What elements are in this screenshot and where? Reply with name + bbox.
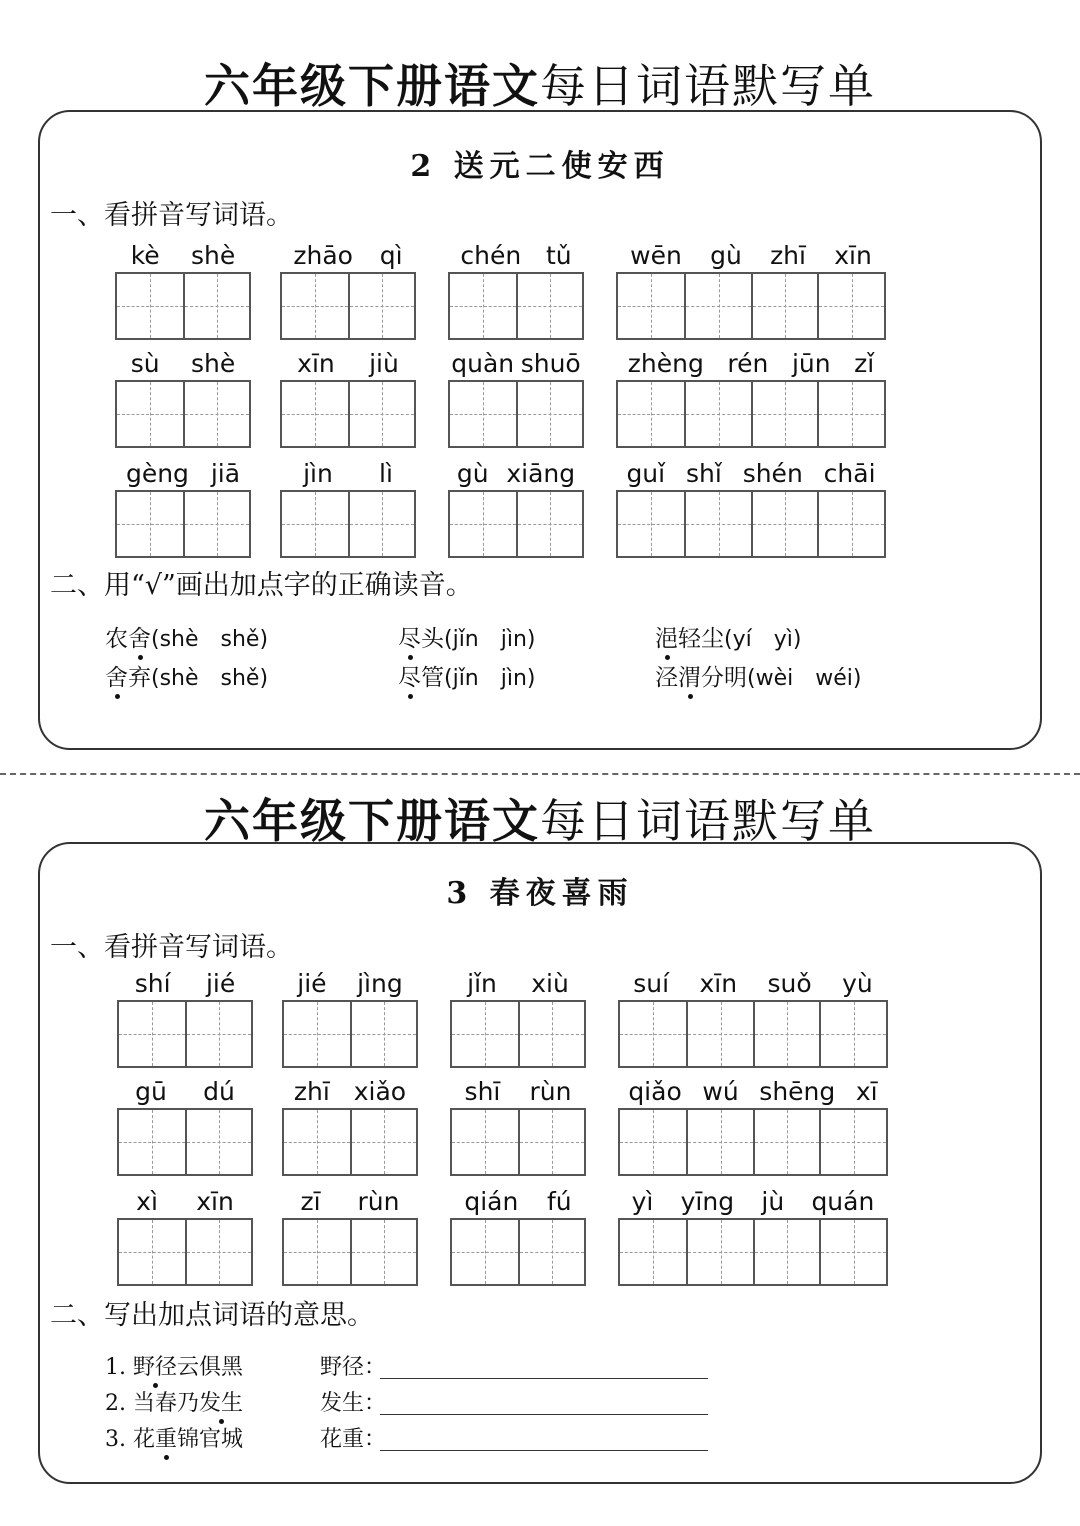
sheet1-section2-heading: 二、用“√”画出加点字的正确读音。 — [50, 570, 473, 601]
word-text: 农 — [105, 626, 128, 652]
pinyin-syllable: fú — [546, 1187, 572, 1216]
tianzige-box[interactable] — [518, 1220, 584, 1284]
word-text: 分明 — [701, 665, 747, 691]
writing-boxes — [115, 490, 251, 558]
word-cell — [280, 240, 416, 340]
pinyin-syllable: shī — [464, 1077, 501, 1106]
tianzige-box[interactable] — [282, 274, 348, 338]
pinyin-syllable: shén — [742, 459, 803, 488]
pinyin-syllable: gù — [456, 459, 489, 488]
dotted-character: 尽 — [398, 659, 421, 692]
tianzige-box[interactable] — [284, 1110, 350, 1174]
word-cell — [117, 1186, 253, 1286]
dotted-character: 舍 — [105, 659, 128, 692]
pinyin-syllable: chén — [460, 241, 522, 270]
writing-boxes — [280, 272, 416, 340]
tianzige-box[interactable] — [753, 1220, 820, 1284]
writing-boxes — [115, 272, 251, 340]
word-cell — [115, 348, 251, 448]
tianzige-box[interactable] — [516, 382, 582, 446]
writing-boxes — [282, 1000, 418, 1068]
writing-boxes — [448, 272, 584, 340]
sheet1-title-a: 六年级下册语文 — [204, 59, 540, 113]
writing-boxes — [618, 1000, 888, 1068]
meaning-question — [105, 1386, 243, 1417]
pinyin-syllable: qián — [464, 1187, 519, 1216]
pinyin-syllable: guǐ — [626, 459, 666, 488]
pinyin-syllable: xiǎo — [353, 1077, 407, 1106]
answer-line[interactable] — [380, 1450, 708, 1451]
tianzige-box[interactable] — [684, 492, 751, 556]
tianzige-box[interactable] — [348, 382, 414, 446]
tianzige-box[interactable] — [817, 274, 884, 338]
sheet2-section1-heading: 一、看拼音写词语。 — [50, 932, 293, 963]
pinyin-syllable: zhī — [293, 1077, 330, 1106]
dotted-word: 发生 — [199, 1386, 243, 1417]
pinyin-syllable: qiǎo — [628, 1077, 682, 1106]
pinyin-syllable: xīn — [297, 349, 335, 378]
sentence-text: 锦官城 — [177, 1427, 244, 1452]
answer-line[interactable] — [380, 1414, 708, 1415]
pinyin-syllable: jiù — [369, 349, 399, 378]
sentence-text: 当春乃 — [132, 1391, 199, 1416]
word-cell — [282, 968, 418, 1068]
pinyin-label — [448, 348, 584, 378]
tianzige-box[interactable] — [518, 1002, 584, 1066]
word-cell — [448, 348, 584, 448]
writing-boxes — [450, 1108, 586, 1176]
writing-boxes — [448, 490, 584, 558]
tianzige-box[interactable] — [817, 382, 884, 446]
pinyin-syllable: zhāo — [293, 241, 353, 270]
word-text: 泾 — [655, 665, 678, 691]
writing-boxes — [282, 1218, 418, 1286]
pinyin-syllable: wēn — [630, 241, 682, 270]
tianzige-box[interactable] — [684, 382, 751, 446]
tianzige-box[interactable] — [350, 1002, 416, 1066]
pronunciation-options: (shè shě) — [151, 666, 269, 691]
sheet1-lesson-title: 2 送元二使安西 — [410, 149, 670, 184]
meaning-label: 花重： — [320, 1427, 387, 1452]
tianzige-box[interactable] — [348, 274, 414, 338]
pinyin-syllable: jié — [205, 969, 236, 998]
pinyin-label — [117, 968, 253, 998]
tianzige-box[interactable] — [620, 1002, 686, 1066]
tianzige-box[interactable] — [753, 1002, 820, 1066]
sheet1-section1-heading: 一、看拼音写词语。 — [50, 200, 293, 231]
reading-choice-item[interactable] — [655, 659, 861, 692]
word-cell — [618, 968, 888, 1068]
pinyin-syllable: jìng — [357, 969, 403, 998]
tianzige-box[interactable] — [620, 1220, 686, 1284]
pinyin-label — [282, 1076, 418, 1106]
pinyin-syllable: xiāng — [506, 459, 576, 488]
tianzige-box[interactable] — [183, 492, 249, 556]
cut-line — [0, 773, 1080, 775]
tianzige-box[interactable] — [350, 1220, 416, 1284]
pinyin-label — [115, 458, 251, 488]
tianzige-box[interactable] — [350, 1110, 416, 1174]
pronunciation-options: (jǐn jìn) — [444, 627, 536, 652]
pinyin-syllable: xīn — [196, 1187, 234, 1216]
pinyin-label — [117, 1186, 253, 1216]
sheet2-title-b: 每日词语默写单 — [540, 794, 876, 848]
pinyin-syllable: zǐ — [854, 349, 875, 378]
tianzige-box[interactable] — [751, 274, 818, 338]
pinyin-syllable: xī — [855, 1077, 878, 1106]
pinyin-syllable: jūn — [791, 349, 831, 378]
pinyin-syllable: jiā — [210, 459, 241, 488]
pinyin-syllable: gù — [710, 241, 742, 270]
pinyin-syllable: gū — [135, 1077, 167, 1106]
tianzige-box[interactable] — [119, 1002, 185, 1066]
tianzige-box[interactable] — [620, 1110, 686, 1174]
pinyin-syllable: gèng — [125, 459, 189, 488]
tianzige-box[interactable] — [686, 1220, 753, 1284]
writing-boxes — [618, 1218, 888, 1286]
tianzige-box[interactable] — [183, 274, 249, 338]
word-cell — [450, 1076, 586, 1176]
pinyin-label — [616, 240, 886, 270]
tianzige-box[interactable] — [753, 1110, 820, 1174]
tianzige-box[interactable] — [117, 382, 183, 446]
word-cell — [280, 348, 416, 448]
tianzige-box[interactable] — [751, 492, 818, 556]
word-cell — [616, 348, 886, 448]
dotted-character: 浥 — [655, 620, 678, 653]
pinyin-label — [117, 1076, 253, 1106]
pinyin-syllable: quàn — [451, 349, 515, 378]
sheet2-lesson-title: 3 春夜喜雨 — [446, 876, 634, 911]
sheet2-title-a: 六年级下册语文 — [204, 794, 540, 848]
pinyin-label — [616, 458, 886, 488]
pinyin-syllable: shí — [134, 969, 171, 998]
pinyin-syllable: lì — [379, 459, 393, 488]
dotted-character: 舍 — [128, 620, 151, 653]
pinyin-syllable: suí — [633, 969, 670, 998]
sentence-text: 花 — [132, 1427, 155, 1452]
pinyin-syllable: shēng — [759, 1077, 836, 1106]
question-number: 2. — [105, 1391, 133, 1416]
word-text: 管 — [421, 665, 444, 691]
tianzige-box[interactable] — [751, 382, 818, 446]
tianzige-box[interactable] — [185, 1002, 251, 1066]
pinyin-label — [618, 968, 888, 998]
writing-boxes — [115, 380, 251, 448]
tianzige-box[interactable] — [819, 1002, 886, 1066]
word-text: 弃 — [128, 665, 151, 691]
pinyin-syllable: xiù — [531, 969, 569, 998]
pinyin-syllable: yì — [631, 1187, 654, 1216]
pinyin-syllable: jǐn — [467, 969, 497, 998]
tianzige-box[interactable] — [518, 1110, 584, 1174]
word-cell — [117, 968, 253, 1068]
writing-boxes — [616, 272, 886, 340]
tianzige-box[interactable] — [119, 1110, 185, 1174]
sentence-text: 云俱黑 — [177, 1355, 244, 1380]
tianzige-box[interactable] — [282, 382, 348, 446]
word-text: 轻尘 — [678, 626, 724, 652]
writing-boxes — [280, 380, 416, 448]
pinyin-syllable: quán — [811, 1187, 875, 1216]
pinyin-syllable: zī — [300, 1187, 321, 1216]
tianzige-box[interactable] — [183, 382, 249, 446]
word-cell — [117, 1076, 253, 1176]
dotted-word: 野径 — [133, 1350, 177, 1381]
pinyin-syllable: kè — [130, 241, 160, 270]
pinyin-label — [282, 968, 418, 998]
reading-choice-item[interactable] — [105, 659, 268, 692]
tianzige-box[interactable] — [185, 1220, 251, 1284]
tianzige-box[interactable] — [450, 274, 516, 338]
pinyin-syllable: yù — [842, 969, 873, 998]
tianzige-box[interactable] — [185, 1110, 251, 1174]
pinyin-label — [616, 348, 886, 378]
tianzige-box[interactable] — [819, 1220, 886, 1284]
word-cell — [450, 1186, 586, 1286]
pinyin-syllable: chāi — [823, 459, 876, 488]
reading-choice-item[interactable] — [398, 659, 536, 692]
pinyin-label — [450, 1186, 586, 1216]
tianzige-box[interactable] — [284, 1220, 350, 1284]
writing-boxes — [616, 490, 886, 558]
tianzige-box[interactable] — [119, 1220, 185, 1284]
tianzige-box[interactable] — [618, 274, 684, 338]
word-cell — [618, 1076, 888, 1176]
reading-choice-item[interactable] — [398, 620, 536, 653]
writing-boxes — [282, 1108, 418, 1176]
word-cell — [450, 968, 586, 1068]
writing-boxes — [616, 380, 886, 448]
pinyin-label — [280, 348, 416, 378]
word-cell — [115, 458, 251, 558]
answer-line[interactable] — [380, 1378, 708, 1379]
sheet1-title-b: 每日词语默写单 — [540, 59, 876, 113]
pinyin-syllable: jù — [761, 1187, 785, 1216]
tianzige-box[interactable] — [819, 1110, 886, 1174]
pinyin-label — [280, 458, 416, 488]
pronunciation-options: (yí yì) — [724, 627, 802, 652]
word-cell — [448, 458, 584, 558]
writing-boxes — [448, 380, 584, 448]
meaning-question — [105, 1422, 243, 1453]
reading-choice-item[interactable] — [105, 620, 268, 653]
pinyin-syllable: shǐ — [685, 459, 722, 488]
tianzige-box[interactable] — [452, 1220, 518, 1284]
pronunciation-options: (jǐn jìn) — [444, 666, 536, 691]
pinyin-syllable: sù — [130, 349, 160, 378]
writing-boxes — [117, 1218, 253, 1286]
pinyin-syllable: wú — [702, 1077, 739, 1106]
pinyin-label — [450, 968, 586, 998]
pinyin-syllable: xì — [136, 1187, 158, 1216]
tianzige-box[interactable] — [452, 1110, 518, 1174]
pinyin-syllable: qì — [379, 241, 403, 270]
pinyin-syllable: rén — [727, 349, 769, 378]
pinyin-syllable: shè — [191, 241, 236, 270]
writing-boxes — [117, 1000, 253, 1068]
pinyin-label — [618, 1186, 888, 1216]
pinyin-syllable: jìn — [303, 459, 333, 488]
word-cell — [282, 1186, 418, 1286]
pinyin-label — [448, 458, 584, 488]
writing-boxes — [618, 1108, 888, 1176]
pinyin-syllable: yīng — [680, 1187, 735, 1216]
pinyin-syllable: suǒ — [767, 969, 812, 998]
tianzige-box[interactable] — [450, 382, 516, 446]
sheet2-section2-heading: 二、写出加点词语的意思。 — [50, 1300, 374, 1331]
tianzige-box[interactable] — [686, 1002, 753, 1066]
word-cell — [115, 240, 251, 340]
reading-choice-item[interactable] — [655, 620, 801, 653]
pinyin-syllable: rùn — [357, 1187, 400, 1216]
pinyin-syllable: dú — [203, 1077, 235, 1106]
dotted-character: 尽 — [398, 620, 421, 653]
pinyin-syllable: zhī — [770, 241, 806, 270]
word-text: 头 — [421, 626, 444, 652]
tianzige-box[interactable] — [516, 274, 582, 338]
word-cell — [280, 458, 416, 558]
tianzige-box[interactable] — [450, 492, 516, 556]
pinyin-label — [450, 1076, 586, 1106]
dotted-character: 渭 — [678, 659, 701, 692]
pinyin-syllable: zhèng — [627, 349, 704, 378]
dotted-word: 重 — [155, 1422, 177, 1453]
writing-boxes — [117, 1108, 253, 1176]
writing-boxes — [450, 1000, 586, 1068]
tianzige-box[interactable] — [348, 492, 414, 556]
sheet1-title — [0, 50, 1080, 116]
pinyin-label — [115, 240, 251, 270]
writing-boxes — [450, 1218, 586, 1286]
word-cell — [616, 240, 886, 340]
pronunciation-options: (wèi wéi) — [747, 666, 862, 691]
question-number: 3. — [105, 1427, 133, 1452]
word-cell — [282, 1076, 418, 1176]
tianzige-box[interactable] — [516, 492, 582, 556]
meaning-question — [105, 1350, 243, 1381]
pinyin-label — [618, 1076, 888, 1106]
tianzige-box[interactable] — [117, 492, 183, 556]
tianzige-box[interactable] — [817, 492, 884, 556]
pinyin-label — [448, 240, 584, 270]
word-cell — [616, 458, 886, 558]
pinyin-label — [280, 240, 416, 270]
tianzige-box[interactable] — [684, 274, 751, 338]
pinyin-syllable: rùn — [529, 1077, 572, 1106]
pinyin-syllable: shuō — [520, 349, 581, 378]
pinyin-syllable: xīn — [699, 969, 738, 998]
tianzige-box[interactable] — [618, 382, 684, 446]
pinyin-syllable: tǔ — [545, 241, 572, 270]
tianzige-box[interactable] — [618, 492, 684, 556]
tianzige-box[interactable] — [686, 1110, 753, 1174]
writing-boxes — [280, 490, 416, 558]
pinyin-label — [282, 1186, 418, 1216]
word-cell — [448, 240, 584, 340]
tianzige-box[interactable] — [117, 274, 183, 338]
pinyin-label — [115, 348, 251, 378]
pinyin-syllable: shè — [191, 349, 236, 378]
pinyin-syllable: jié — [297, 969, 327, 998]
pronunciation-options: (shè shě) — [151, 627, 269, 652]
meaning-label: 野径： — [320, 1355, 387, 1380]
question-number: 1. — [105, 1355, 133, 1380]
meaning-label: 发生： — [320, 1391, 387, 1416]
pinyin-syllable: xīn — [834, 241, 872, 270]
tianzige-box[interactable] — [284, 1002, 350, 1066]
tianzige-box[interactable] — [452, 1002, 518, 1066]
word-cell — [618, 1186, 888, 1286]
tianzige-box[interactable] — [282, 492, 348, 556]
